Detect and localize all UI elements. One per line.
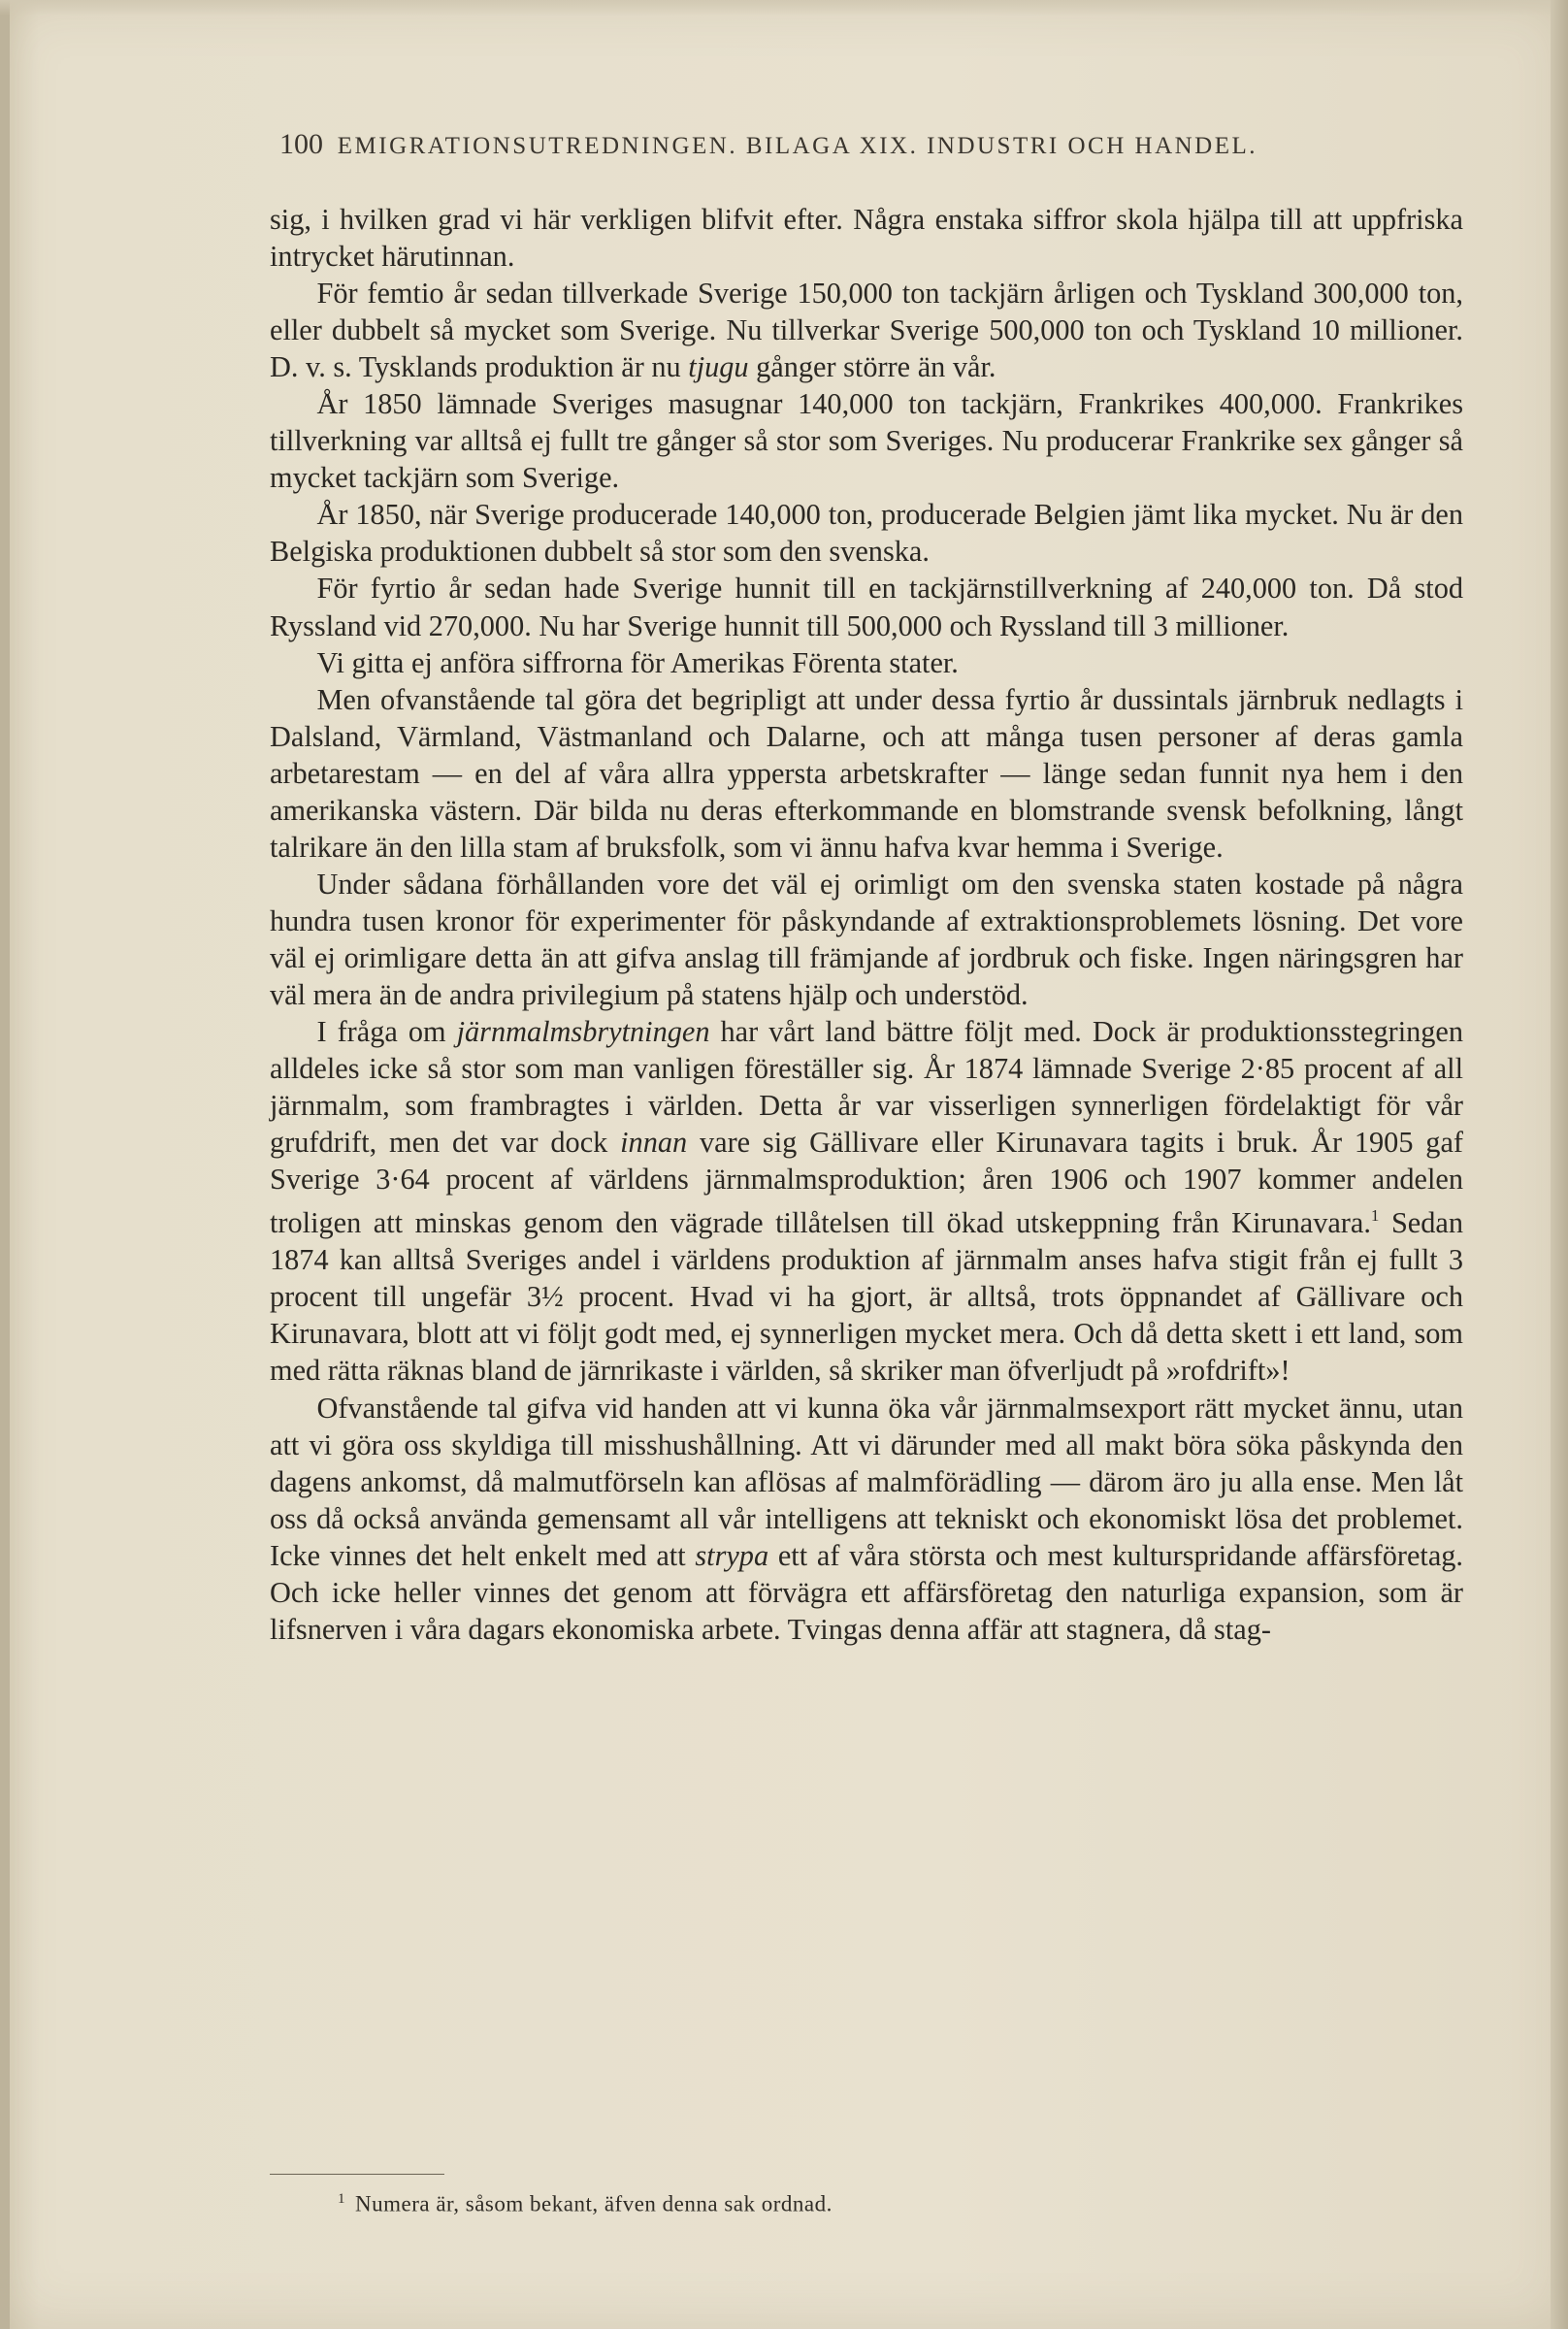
paragraph-text: För fyrtio år sedan hade Sverige hunnit till en tackjärnstillverkning af 240,000 ton. Då stod Ryssland vid 270,000. Nu har Sverige hunnit till 500,000 och Ryssland till 3 millioner. bbox=[270, 572, 1463, 642]
paragraph-text: År 1850 lämnade Sveriges masugnar 140,000 ton tackjärn, Frankrikes 400,000. Frankrikes tillverkning var alltså ej fullt tre gånger så stor som Sveriges. Nu producerar Frankrike sex gånger så mycket tackjärn som Sverige. bbox=[270, 387, 1463, 495]
paragraph bbox=[270, 644, 1463, 681]
paragraph-text: I fråga om bbox=[316, 1015, 457, 1049]
footnote-text: Numera är, såsom bekant, äfven denna sak ordnad. bbox=[355, 2191, 833, 2216]
paragraph bbox=[270, 866, 1463, 1013]
paragraph-text: Ofvanstående tal gifva vid handen att vi kunna öka vår järnmalmsexport rätt mycket ännu, utan att vi göra oss skyldiga till misshushållning. Att vi därunder med all makt böra söka påskynda den dagens ankomst, då malmutförseln kan aflösas af malmförädling — därom äro ju alla ense. Men låt oss då också använda gemensamt all vår intelligens att tekniskt och ekonomiskt lösa det problemet. Icke vinnes det helt enkelt med att bbox=[270, 1391, 1463, 1572]
paragraph bbox=[270, 385, 1463, 496]
paragraph-text: År 1850, när Sverige producerade 140,000 ton, producerade Belgien jämt lika mycket. Nu är den Belgiska produktionen dubbelt så stor som den svenska. bbox=[270, 498, 1463, 569]
running-title: EMIGRATIONSUTREDNINGEN. BILAGA XIX. INDUSTRI OCH HANDEL. bbox=[337, 133, 1258, 159]
paragraph-text: sig, i hvilken grad vi här verkligen blifvit efter. Några enstaka siffror skola hjälpa till att uppfriska intrycket härutinnan. bbox=[270, 203, 1463, 274]
paragraph bbox=[270, 681, 1463, 866]
body-text bbox=[270, 201, 1463, 1648]
page-gutter bbox=[0, 0, 10, 2329]
footnote-reference: 1 bbox=[1370, 1206, 1380, 1226]
paragraph-text: Sedan 1874 kan alltså Sveriges andel i världens produktion af järnmalm anses hafva stigit från ej fullt 3 procent till ungefär 3½ procent. Hvad vi ha gjort, är alltså, trots öppnandet af Gällivare och Kirunavara, blott att vi följt godt med, ej synnerligen mycket mera. Och då detta skett i ett land, som med rätta räknas bland de järnrikaste i världen, så skriker man öfverljudt på »rofdrift»! bbox=[270, 1206, 1463, 1388]
paragraph-text: Vi gitta ej anföra siffrorna för Amerikas Förenta stater. bbox=[316, 645, 959, 679]
footnote-rule bbox=[270, 2174, 444, 2175]
paragraph-text: För femtio år sedan tillverkade Sverige 150,000 ton tackjärn årligen och Tyskland 300,000 ton, eller dubbelt så mycket som Sverige. Nu tillverkar Sverige 500,000 ton och Tyskland 10 millioner. D. v. s. Tysklands produktion är nu bbox=[270, 277, 1463, 384]
paragraph-text: ett af våra största och mest kulturspridande affärsföretag. Och icke heller vinnes det genom att förvägra ett affärsföretag den naturliga expansion, som är lifsnerven i våra dagars ekonomiska arbete. Tvingas denna affär att stagnera, då stag- bbox=[270, 1538, 1463, 1646]
emphasized-text: innan bbox=[620, 1126, 688, 1160]
paragraph-text: vare sig Gällivare eller Kirunavara tagits i bruk. År 1905 gaf Sverige 3·64 procent af världens järnmalmsproduktion; åren 1906 och 1907 kommer andelen troligen att minskas genom den vägrade tillåtelsen till ökad utskeppning från Kirunavara. bbox=[270, 1126, 1463, 1240]
paragraph-text: gånger större än vår. bbox=[748, 350, 996, 384]
footnote bbox=[338, 2191, 1405, 2217]
paragraph-text: Men ofvanstående tal göra det begripligt att under dessa fyrtio år dussintals järnbruk nedlagts i Dalsland, Värmland, Västmanland och Dalarne, och att många tusen personer af deras gamla arbetarestam — en del af våra allra yppersta arbetskrafter — länge sedan funnit nya hem i den amerikanska västern. Där bilda nu deras efterkommande en blomstrande svensk befolkning, långt talrikare än den lilla stam af bruksfolk, som vi ännu hafva kvar hemma i Sverige. bbox=[270, 682, 1463, 864]
emphasized-text: järnmalmsbrytningen bbox=[456, 1015, 710, 1049]
paragraph-text: Under sådana förhållanden vore det väl ej orimligt om den svenska staten kostade på några hundra tusen kronor för experimenter för påskyndande af extraktionsproblemets lösning. Det vore väl ej orimligare detta än att gifva anslag till främjande af jordbruk och fiske. Ingen näringsgren har väl mera än de andra privilegium på statens hjälp och understöd. bbox=[270, 867, 1463, 1011]
paragraph bbox=[270, 275, 1463, 385]
emphasized-text: tjugu bbox=[688, 350, 749, 384]
paragraph bbox=[270, 1013, 1463, 1389]
paragraph bbox=[270, 570, 1463, 643]
paragraph bbox=[270, 1390, 1463, 1648]
paragraph bbox=[270, 496, 1463, 570]
page-number: 100 bbox=[279, 128, 323, 160]
paragraph-text: har vårt land bättre följt med. Dock är produktionsstegringen alldeles icke så stor som man vanligen föreställer sig. År 1874 lämnade Sverige 2·85 procent af all järnmalm, som frambragtes i världen. Detta år var visserligen synnerligen fördelaktigt för vår grufdrift, men det var dock bbox=[270, 1015, 1463, 1160]
running-header bbox=[279, 128, 1454, 161]
emphasized-text: strypa bbox=[695, 1538, 769, 1572]
paragraph bbox=[270, 201, 1463, 275]
page-right-edge bbox=[1551, 0, 1568, 2329]
page-top-shadow bbox=[0, 0, 1568, 16]
footnote-marker: 1 bbox=[338, 2191, 345, 2207]
